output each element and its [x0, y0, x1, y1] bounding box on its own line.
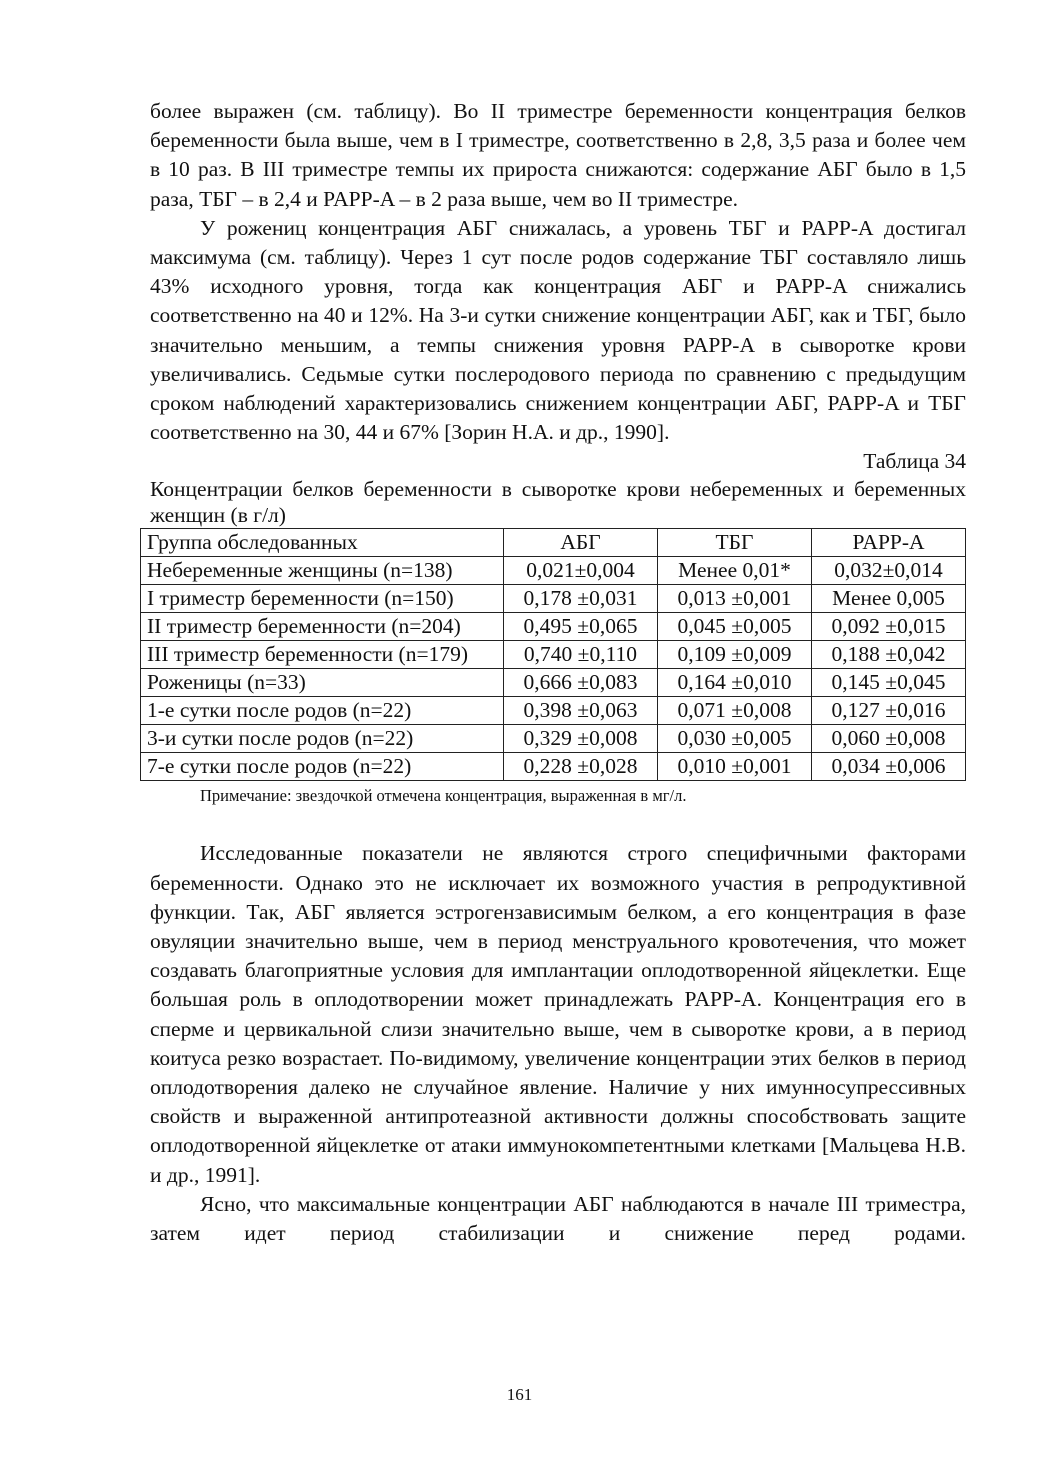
column-header: АБГ	[504, 529, 658, 557]
column-header: ТБГ	[658, 529, 812, 557]
table-row	[141, 669, 966, 697]
spacer	[150, 809, 966, 839]
page-number: 161	[506, 1385, 533, 1404]
table-note: Примечание: звездочкой отмечена концентрация, выраженная в мг/л.	[200, 786, 687, 806]
table-cell: 0,178 ±0,031	[504, 585, 658, 613]
paragraph: Исследованные показатели не являются строго специфичными факторами беременности. Однако это не исключает их возможного участия в репродуктивной функции. Так, АБГ является эстрогензависимым белком, а его концентрация в фазе овуляции значительно выше, чем в период менструального кровотечения, что может создавать благоприятные условия для имплантации оплодотворенной яйцеклетки. Еще большая роль в оплодотворении может принадлежать PAPP-A. Концентрация его в сперме и цервикальной слизи значительно выше, чем в сыворотке крови, а в период коитуса резко возрастает. По-видимому, увеличение концентрации этих белков в период оплодотворения далеко не случайное явление. Наличие у них имунносупрессивных свойств и выраженной антипротеазной активности должны способствовать защите оплодотворенной яйцеклетке от атаки иммунокомпетентными клетками [Мальцева Н.В. и др., 1991].	[150, 841, 966, 1187]
table-cell: 0,010 ±0,001	[658, 753, 812, 781]
table-cell: 0,109 ±0,009	[658, 641, 812, 669]
paragraph: У рожениц концентрация АБГ снижалась, а уровень ТБГ и PAPP-A достигал максимума (см. таблицу). Через 1 сут после родов содержание ТБГ составляло лишь 43% исходного уровня, тогда как концентрация АБГ и PAPP-A снижались соответственно на 40 и 12%. На 3-и сутки снижение концентрации АБГ, как и ТБГ, было значительно меньшим, а темпы снижения уровня PAPP-A в сыворотке крови увеличивались. Седьмые сутки послеродового периода по сравнению с предыдущим сроком наблюдений характеризовались снижением концентрации АБГ, PAPP-A и ТБГ соответственно на 30, 44 и 67% [Зорин Н.А. и др., 1990].	[150, 215, 966, 445]
table-row	[141, 557, 966, 585]
table-cell: 0,071 ±0,008	[658, 697, 812, 725]
table-cell: Роженицы (n=33)	[141, 669, 504, 697]
table-cell: 7-е сутки после родов (n=22)	[141, 753, 504, 781]
table-cell: Менее 0,005	[812, 585, 966, 613]
table-cell: 0,032±0,014	[812, 557, 966, 585]
table-row	[141, 585, 966, 613]
table-row	[141, 613, 966, 641]
paragraph: Ясно, что максимальные концентрации АБГ наблюдаются в начале III триместра, затем идет период стабилизации и снижение перед родами.	[150, 1191, 966, 1246]
table-row	[141, 725, 966, 753]
table-cell: Небеременные женщины (n=138)	[141, 557, 504, 585]
table-header-row	[141, 529, 966, 557]
table-cell: 0,228 ±0,028	[504, 753, 658, 781]
table-cell: 0,740 ±0,110	[504, 641, 658, 669]
table-number: Таблица 34	[863, 449, 966, 474]
table-row	[141, 641, 966, 669]
table-cell: 0,045 ±0,005	[658, 613, 812, 641]
table-cell: 0,127 ±0,016	[812, 697, 966, 725]
table-cell: 0,060 ±0,008	[812, 725, 966, 753]
column-header: Группа обследованных	[141, 529, 504, 557]
table-row	[141, 753, 966, 781]
table-cell: I триместр беременности (n=150)	[141, 585, 504, 613]
table-row	[141, 697, 966, 725]
table-cell: III триместр беременности (n=179)	[141, 641, 504, 669]
table-cell: 0,495 ±0,065	[504, 613, 658, 641]
table-cell: II триместр беременности (n=204)	[141, 613, 504, 641]
table-cell: 0,329 ±0,008	[504, 725, 658, 753]
paragraph: более выражен (см. таблицу). Во II триместре беременности концентрация белков беременности была выше, чем в I триместре, соответственно в 2,8, 3,5 раза и более чем в 10 раз. В III триместре темпы их прироста снижаются: содержание АБГ было в 1,5 раза, ТБГ – в 2,4 и PAPP-A – в 2 раза выше, чем во II триместре.	[150, 99, 966, 211]
table-cell: 0,021±0,004	[504, 557, 658, 585]
table-cell: Менее 0,01*	[658, 557, 812, 585]
page-content	[147, 97, 966, 1277]
table-cell: 0,013 ±0,001	[658, 585, 812, 613]
table-caption: Концентрации белков беременности в сыворотке крови небеременных и беременных женщин (в г/л)	[150, 477, 966, 528]
table-cell: 3-и сутки после родов (n=22)	[141, 725, 504, 753]
table-cell: 1-е сутки после родов (n=22)	[141, 697, 504, 725]
table-cell: 0,030 ±0,005	[658, 725, 812, 753]
table-cell: 0,666 ±0,083	[504, 669, 658, 697]
data-table	[140, 528, 966, 781]
table-cell: 0,398 ±0,063	[504, 697, 658, 725]
column-header: PAPP-A	[812, 529, 966, 557]
table-cell: 0,145 ±0,045	[812, 669, 966, 697]
table-cell: 0,092 ±0,015	[812, 613, 966, 641]
table-cell: 0,164 ±0,010	[658, 669, 812, 697]
table-cell: 0,188 ±0,042	[812, 641, 966, 669]
table-cell: 0,034 ±0,006	[812, 753, 966, 781]
